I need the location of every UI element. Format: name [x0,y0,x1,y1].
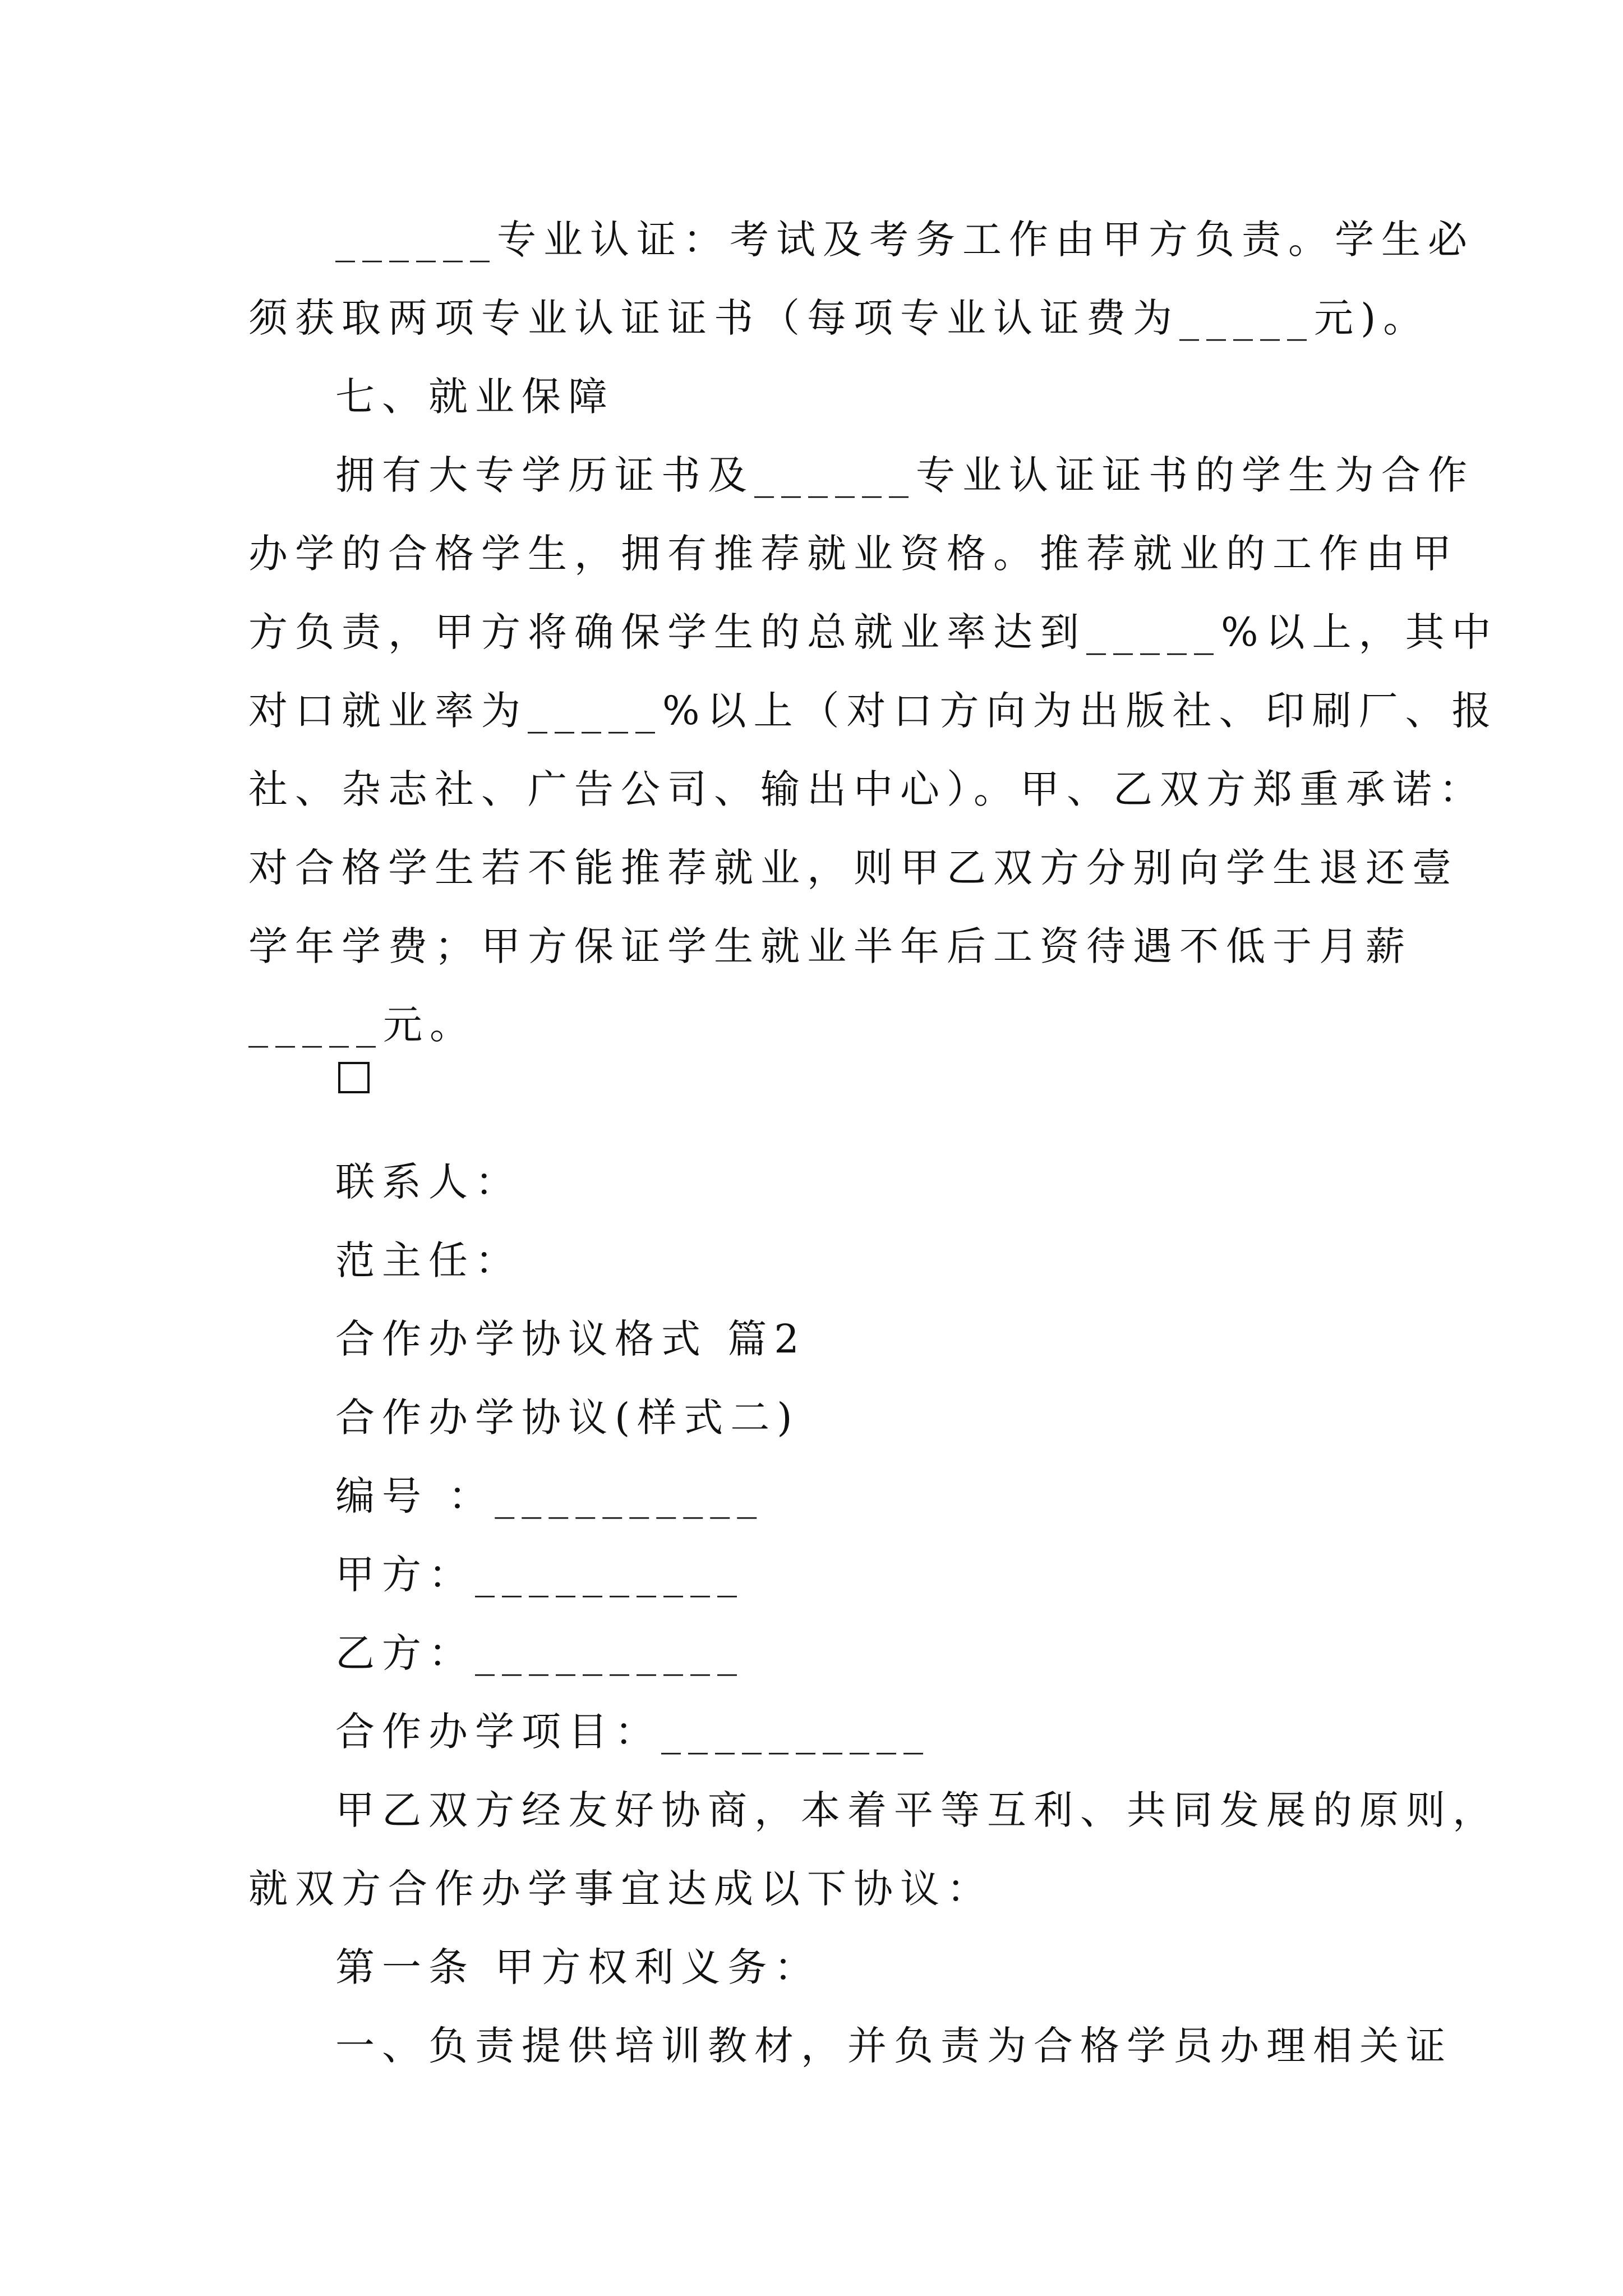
section6-line2: 须获取两项专业认证证书（每项专业认证费为_____元)。 [248,295,1430,341]
party-a-field: 甲方：__________ [335,1552,744,1598]
section7-paragraph-line6: 对合格学生若不能推荐就业，则甲乙双方分别向学生退还壹 [248,845,1459,891]
party-b-field: 乙方：__________ [335,1630,744,1676]
section7-heading: 七、就业保障 [335,374,615,420]
agreement-intro-line2: 就双方合作办学事宜达成以下协议： [248,1866,993,1912]
section7-paragraph-line4: 对口就业率为_____%以上（对口方向为出版社、印刷厂、报 [248,688,1498,734]
agreement-part2-title: 合作办学协议格式 篇2 [335,1316,806,1362]
contact-person-label: 联系人： [335,1159,522,1205]
agreement-number-field: 编号 ：__________ [335,1473,764,1519]
director-label: 范主任： [335,1237,522,1283]
article1-heading: 第一条 甲方权利义务： [335,1944,821,1990]
section7-paragraph-line8: _____元。 [248,1002,476,1048]
agreement-intro-line1: 甲乙双方经友好协商，本着平等互利、共同发展的原则， [335,1787,1499,1833]
agreement-part2-subtitle: 合作办学协议(样式二) [335,1395,800,1441]
section7-paragraph-line3: 方负责，甲方将确保学生的总就业率达到_____%以上，其中 [248,609,1498,655]
article1-item1: 一、负责提供培训教材，并负责为合格学员办理相关证 [335,2023,1453,2069]
section7-paragraph-line2: 办学的合格学生，拥有推荐就业资格。推荐就业的工作由甲 [248,531,1459,577]
section7-paragraph-line1: 拥有大专学历证书及______专业认证证书的学生为合作 [335,452,1474,498]
section6-line1: ______专业认证：考试及考务工作由甲方负责。学生必 [335,217,1474,263]
checkbox-icon[interactable] [338,1062,370,1093]
section7-paragraph-line5: 社、杂志社、广告公司、输出中心）。甲、乙双方郑重承诺： [248,766,1486,812]
cooperation-project-field: 合作办学项目：__________ [335,1709,930,1755]
section7-paragraph-line7: 学年学费；甲方保证学生就业半年后工资待遇不低于月薪 [248,923,1412,969]
